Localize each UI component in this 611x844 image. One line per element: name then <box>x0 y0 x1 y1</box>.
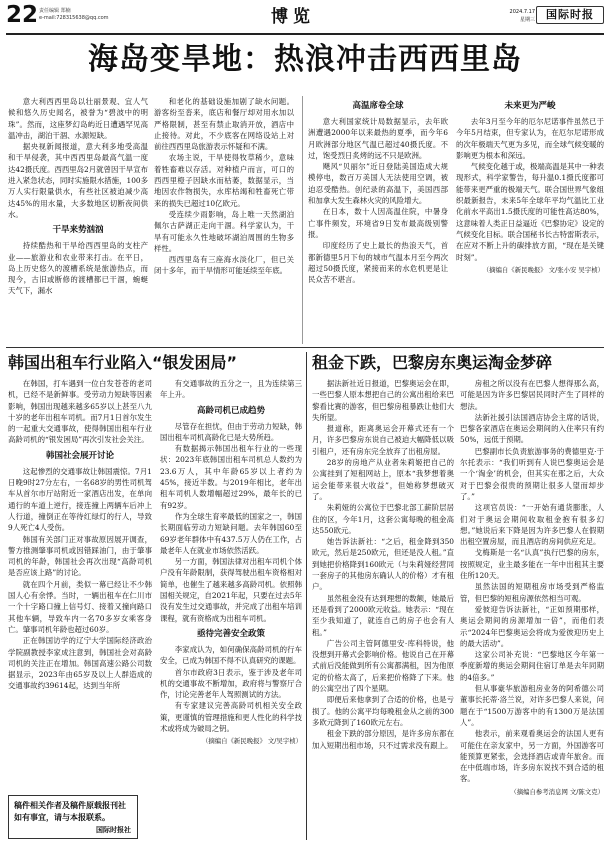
editor-line: 责任编辑 郑楠 <box>39 8 71 14</box>
paragraph: 和老化的基础设施加剧了缺水问题。游客纷至沓来，底店和餐厅却对用水加以严格限制，甚至有禁止取消开放，酒店中止接待。对此，不少底客在网络设站上对前往西西里岛旅游表示怀疑和不满。 <box>154 97 294 152</box>
paragraph: 房租之所以没有在巴黎人想得那么高，可能是因为许多巴黎居民同时产生了同样的想法。 <box>460 379 604 411</box>
paragraph: 法新社援引法国酒店协会主席的话说，巴黎各家酒店在奥运会期间的入住率只有约50%，远低于预期。 <box>460 412 604 445</box>
subheading: 干旱来势汹汹 <box>52 225 104 236</box>
article-divider <box>306 352 307 840</box>
paragraph: 租金下跌的部分原因，是许多房东都在加入短期出租市场，只不过需求没有跟上。 <box>312 729 454 750</box>
header-rule <box>6 33 604 35</box>
paragraph: 受连续少雨影响，岛上唯一天然湖泊佩尔古萨湖正走向干涸。科学家认为，干旱有可能永久性地破坏湖泊周围的生物多样性。 <box>154 209 294 253</box>
paragraph: 尽管存在担忧，但由于劳动力短缺，韩国出租车司机高龄化已是大势所趋。 <box>160 421 302 442</box>
paragraph: 在韩国，打车遇到一位白发苍苍的老司机，已经不是新鲜事。受劳动力短缺等因素影响，韩国出现越来越多65岁以上甚至八九十岁的老年出租车司机。而7月1日首尔发生的一起重大交通事故，使得韩国出租车行业高龄司机的“银发困局”再次引发社会关注。 <box>8 379 152 445</box>
paragraph: 广告公司主管阿德里安·库科特说，他没想到开幕式会影响价格。他说自己在开幕式前后没能做到所有公寓都满租，因为他原定的价格太高了，后来把价格降了下来。他的公寓空出了四个星期。 <box>312 638 454 694</box>
paragraph: 印度经历了史上最长的热浪天气，首都新德里5月下旬的城市气温本月至今两次超过50摄氏度，紧接而来的水危机更是让民众苦不堪言。 <box>308 241 448 285</box>
paragraph: 她告诉法新社：“之后，租金降到350欧元，然后是250欧元，但还是没人租。”直到她把价格降到160欧元（与朱莉娅经营同一套房子的其他房东确认人的价格）才有租户。 <box>312 537 454 592</box>
paragraph: 报道称，距离奥运会开幕式还有一个月，许多巴黎房东说自己被迫大幅降低以吸引租户，还有房东完全放弃了出租房屋。 <box>312 424 454 456</box>
section-divider <box>6 347 604 348</box>
paragraph: 飓风“贝丽尔”近日登陆美国造成大规模停电，数百万美国人无法使用空调，被迫忍受酷热。创纪录的高温下，美国西部和加拿大发生森林火灾的风险增大。 <box>308 162 448 206</box>
paragraph: 韩国有关部门正对事故原因展开调查，警方推测肇事司机或因错踩油门，由于肇事司机的年龄，韩国社会再次出现“高龄司机是否应该上路”的讨论。 <box>8 534 152 578</box>
article1-column-2 <box>154 96 294 344</box>
paragraph: 作为全球生育率最低的国家之一，韩国长期面临劳动力短缺问题。去年韩国60至69岁老年群体中有437.5万人仍在工作，占最老年人在就业市场依然活跃。 <box>160 511 302 555</box>
paragraph: 爱彼迎告诉法新社，“正如预期那样，奥运会期间的房源增加一倍”，而他们表示“2024年巴黎奥运会将成为爱彼迎历史上的最大活动”。 <box>460 604 604 648</box>
paragraph: 虽然法国的短期租房市场受到严格监管，但巴黎的短租房源依然相当可观。 <box>460 582 604 603</box>
notice-text: 稿件相关作者及稿件原载报刊社如有事宜，请与本报联系。 <box>14 801 126 822</box>
paragraph: 正在韩国访学的辽宁大学国际经济政治学院副教授李家成注意到，韩国社会对高龄司机的关注正在增加。韩国高速公路公司数据显示，2023年由65岁及以上人群造成的交通事故约39614起，达到当年所 <box>8 636 152 691</box>
paragraph: 持续酷热和干旱给西西里岛的支柱产业——旅游业和农业带来打击。在平日，岛上历史悠久的渡槽系统是旅游热点，而现今，古旧或断修的渡槽都已干涸，蜿蜒天气下，漏水 <box>8 241 148 296</box>
copyright-notice <box>8 795 138 839</box>
paragraph: 这家公司补充说：“巴黎地区今年第一季度新增的奥运会期间住宿订单是去年同期的4倍多。” <box>460 650 604 682</box>
paragraph: 气候变化越于或，极端高温是其中一种表现形式，科学家警告，每升温0.1摄氏度都可能带来更严重的极端天气。联合国世界气象组织最新报告，未来5年全球年平均气温比工业化前水平高出1.5摄氏度的可能性高达80%，这意味着人类正日益逼近《巴黎协定》设定的气候变化目标。联合国秘书长古特雷斯表示，在应对不断上升的碳排放方面，“现在是关键时刻”。 <box>456 162 604 262</box>
page-header <box>6 2 606 32</box>
paragraph: 意大利西西里岛以壮丽景观、宜人气候和悠久历史闻名，被誉为“碧波中的明珠”。然而，这座梦幻岛屿近日遭遇罕见高温冲击，湖泊干涸、水源短缺。 <box>8 97 148 140</box>
paragraph: 有数据揭示韩国出租车行业的一些现状：2023年底韩国出租车司机总人数约为23.6万人，其中年龄65岁以上者约为45%，接近半数。与2019年相比，老年出租车司机人数增幅超过29%，最年长的已有92岁。 <box>160 444 302 510</box>
paragraph: 朱莉娅的公寓位于巴黎北部工薪阶层居住的区，今年1月，这套公寓每晚的租金高达550欧元。 <box>312 503 454 535</box>
email-line: e-mail:728315638@qq.com <box>39 15 109 21</box>
byline-credit: （摘编自《新民晚报》 文/张小安 吴宇桢） <box>482 265 604 274</box>
issue-date: 2024.7.17 <box>509 9 535 15</box>
article2-column-2 <box>160 378 302 840</box>
paragraph: 但从事豪华旅游租房业务的阿希德公司董事长托蒂·洛兰说，对许多巴黎人来说，问题在于“1500万游客中的有1300万是法国人”。 <box>460 684 604 727</box>
subheading: 高龄司机已成趋势 <box>196 405 265 416</box>
date-block <box>489 8 535 24</box>
paragraph: 首尔市政府3日表示，鉴于涉及老年司机的交通事故不断增加，政府将与警察厅合作，讨论完善老年人驾照测试的方法。 <box>160 667 302 700</box>
paragraph: 这项官员说：“一开始有通货膨胀，人们对于奥运会期间收取租金抱有很多幻想。”她说后来下降是因为许多巴黎人在假期出租空置房屋，而且酒店的房间供应充足。 <box>460 503 604 547</box>
paragraph: 巴黎副市长负责旅游事务的费德里克·于尔托表示：“我们听到有人说巴黎奥运会是一个‘淘金’的机会，但其实在那之后，大众对于巴黎会很贵的预期让很多人望而却步了。” <box>460 446 604 501</box>
paragraph: 虽然租金没有达到理想的数额，她最后还是看到了2000欧元收益。她表示：“现在至少我知道了，就连自己的房子也会有人租。” <box>312 593 454 637</box>
paragraph: 意大利国家统计局数据显示，去年欧洲遭遇2000年以来最热的夏季，而今年6月欧洲部分地区气温已超过40摄氏度。不过，饱受烈日炙烤的远不只是欧洲。 <box>308 117 448 160</box>
editor-info <box>39 8 109 22</box>
paragraph: 据央视新闻报道，意大利多地受高温和干旱侵袭，其中西西里岛最高气温一度达42摄氏度。西西里岛2月就曾因干旱宣布进入紧急状态，同时实施限水措施，100多万人实行限量供水，有些社区被迫减少高达45%的用水量，大多数地区切断夜间供水。 <box>8 142 148 219</box>
article1-column-4 <box>456 96 604 344</box>
article2-headline: 韩国出租车行业陷入“银发困局” <box>8 353 238 372</box>
article3-column-2 <box>460 378 604 840</box>
byline-credit: （摘编自《新民晚报》 文/吴宇桢） <box>201 737 302 746</box>
section-title: 博览 <box>271 7 315 27</box>
subheading: 亟待完善安全政策 <box>196 628 265 639</box>
paragraph: 去年3月至今年的厄尔尼诺事件虽然已于今年5月结束，但专家认为，在厄尔尼诺形成的次年极端天气更为多见，而全球气候变暖的影响更为根本和深远。 <box>456 117 604 160</box>
article2-column-1 <box>8 378 152 792</box>
paragraph: 28岁的房地产从业者朱莉姬把自己的公寓挂到了短租网站上，原本“我梦想着奥运会能带来很大收益”，但她称梦想破灭了。 <box>312 458 454 501</box>
paragraph: 西西里岛有三座海水淡化厂，但已关闭十多年，而干旱情形可能延续至年底。 <box>154 255 294 276</box>
subheading: 韩国社会展开讨论 <box>45 450 114 461</box>
paragraph: 据法新社近日报道，巴黎奥运会在即，一些巴黎人原本想把自己的公寓出租给来巴黎看比赛的游客，但巴黎房租暴跌让他们大失所望。 <box>312 379 454 422</box>
notice-signature: 国际时报社 <box>96 826 131 834</box>
paragraph: 这起惨烈的交通事故让韩国震惊。7月1日晚9时27分左右，一名68岁的男性司机驾车从首尔市厅站附近一家酒店出发，在单向通行的车道上逆行，接连撞上两辆车后冲上人行道，撞倒正在等待红绿灯的行人，导致9人死亡4人受伤。 <box>8 466 152 533</box>
article3-column-1 <box>312 378 454 840</box>
issue-weekday: 星期三 <box>519 17 535 23</box>
paragraph: 李家成认为，如何确保高龄司机的行车安全，已成为韩国不得不认真研究的课题。 <box>160 644 302 666</box>
paragraph: 他表示，前来观看奥运会的法国人更有可能住在亲友家中，另一方面，外国游客可能预算更紧张，会选择酒店或青年旅舍。而在中低端市场，许多房东说找不到合适的租客。 <box>460 729 604 784</box>
paragraph: 有交通事故的五分之一，且为连续第三年上升。 <box>160 379 302 400</box>
paragraph: 就在四个月前，类似一幕已经让不少韩国人心有余悸。当时，一辆出租车在仁川市一个十字路口撞上信号灯、接着又撞向路口其他车辆，导致车内一名70多岁女乘客身亡。肇事司机年龄也超过60岁。 <box>8 579 152 634</box>
subheading: 高温席卷全球 <box>352 101 404 111</box>
paragraph: 即便后来他拿到了合适的价格，也是亏损了。他的公寓平均每晚租金从之前的300多欧元降到了160欧元左右。 <box>312 695 454 727</box>
subheading: 未来更为严峻 <box>504 101 556 111</box>
page-number: 22 <box>6 2 39 28</box>
paragraph: 在日本，数十人因高温住院，中暑身亡事件频发，环境省9日发布最高级别警报。 <box>308 207 448 239</box>
paragraph: 另一方面，韩国法律对出租车司机个体户没有年龄限制，获得驾驶出租车资格相对简单，也催生了越来越多高龄司机。依照韩国相关规定，自2021年起，只要在过去5年没有发生过交通事故，并完成了出租车培训课程，就有资格成为出租车司机。 <box>160 557 302 623</box>
article1-column-1 <box>8 96 148 344</box>
article3-headline: 租金下跌，巴黎房东奥运淘金梦碎 <box>312 353 553 372</box>
article1-column-3 <box>308 96 448 344</box>
paragraph: 有专家建议完善高龄司机相关安全政策，更谨慎的管理措施和更人性化的科学技术或将成为破局之钥。 <box>160 701 302 734</box>
column-divider <box>302 96 303 344</box>
paragraph: 农场主说，干旱使得牧草稀少，意味着牲畜难以存活。对种植户而言，可口的西西里橙子因缺水而枯萎，数据显示，当地因农作物损失，水库枯竭和牲畜死亡带来的损失已超过10亿欧元。 <box>154 153 294 208</box>
article1-headline: 海岛变旱地：热浪冲击西西里岛 <box>88 42 522 77</box>
masthead-logo: 国际时报 <box>536 6 604 24</box>
byline-credit: （摘编自参考消息网 文/陈文克） <box>510 787 604 796</box>
paragraph: 戈梅斯是一名“认真”执行巴黎的房东，按照规定，业主最多能在一年中出租其主要住所120天。 <box>460 548 604 581</box>
